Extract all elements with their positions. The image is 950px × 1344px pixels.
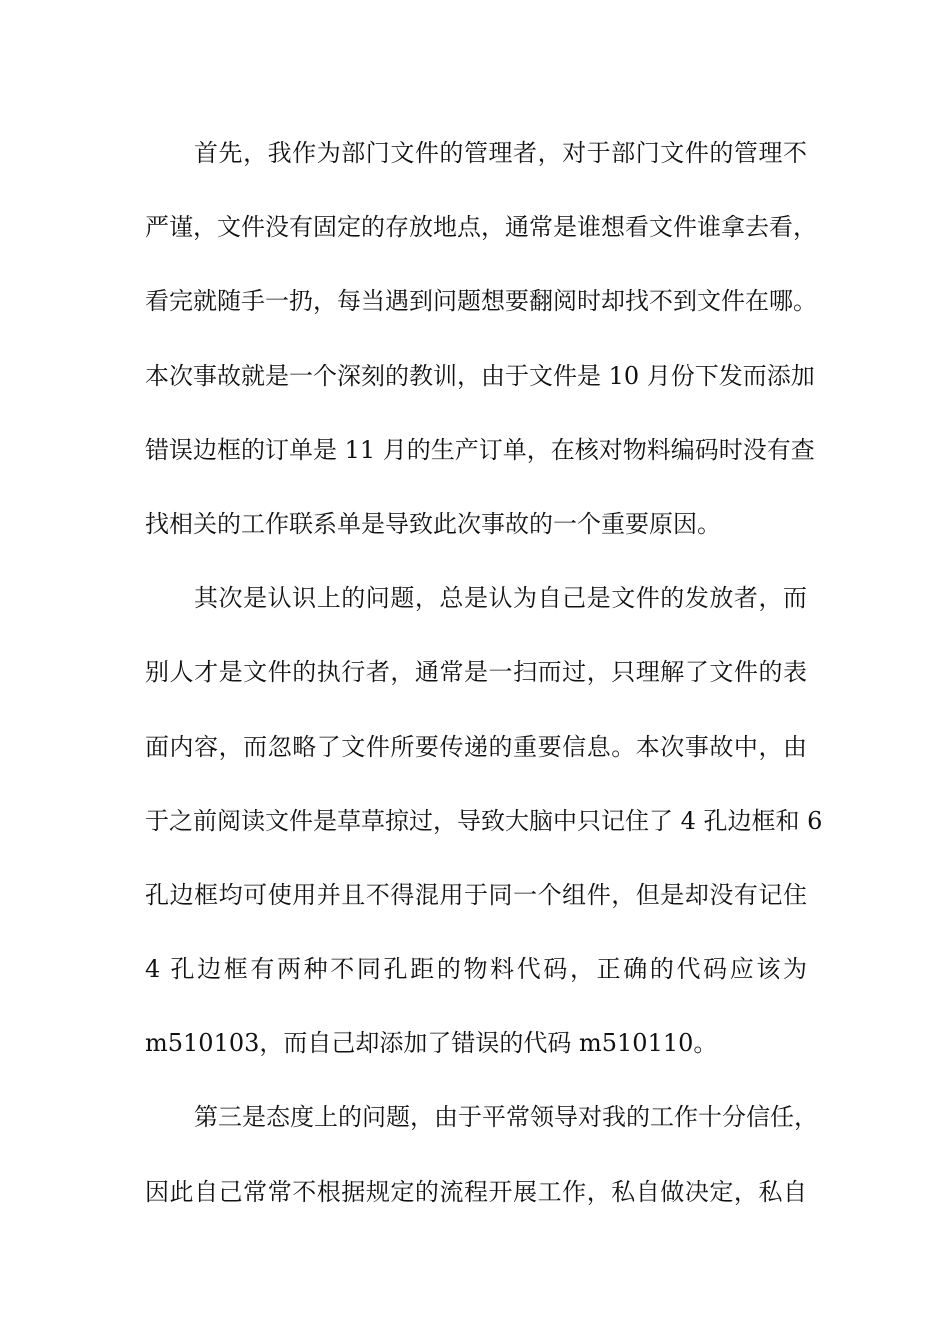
paragraph-3-line-1: 第三是态度上的问题，由于平常领导对我的工作十分信任，: [194, 1103, 818, 1132]
document-body: [145, 131, 823, 1244]
paragraph-1-line-1: 首先，我作为部门文件的管理者，对于部门文件的管理不: [194, 139, 807, 167]
paragraph-2-line-6: 4 孔边框有两种不同孔距的物料代码，正确的代码应该为: [145, 955, 807, 984]
paragraph-3-line-2: 因此自己常常不根据规定的流程开展工作，私自做决定，私自: [145, 1177, 807, 1206]
paragraph-1-line-2: 严谨，文件没有固定的存放地点，通常是谁想看文件谁拿去看，: [145, 213, 817, 242]
paragraph-2-line-3: 面内容，而忽略了文件所要传递的重要信息。本次事故中，由: [145, 732, 807, 761]
paragraph-2-line-4: 于之前阅读文件是草草掠过，导致大脑中只记住了 4 孔边框和 6: [145, 806, 823, 835]
paragraph-2-line-1: 其次是认识上的问题，总是认为自己是文件的发放者，而: [194, 584, 807, 613]
paragraph-2-line-5: 孔边框均可使用并且不得混用于同一个组件，但是却没有记住: [145, 880, 807, 909]
paragraph-2-line-7: m510103，而自己却添加了错误的代码 m510110。: [145, 1029, 718, 1058]
paragraph-1-line-4: 本次事故就是一个深刻的教训，由于文件是 10 月份下发而添加: [145, 361, 815, 390]
paragraph-1-line-3: 看完就随手一扔，每当遇到问题想要翻阅时却找不到文件在哪。: [145, 287, 817, 316]
paragraph-2-line-2: 别人才是文件的执行者，通常是一扫而过，只理解了文件的表: [145, 658, 807, 687]
paragraph-1-line-5: 错误边框的订单是 11 月的生产订单，在核对物料编码时没有查: [145, 435, 815, 464]
paragraph-1-line-6: 找相关的工作联系单是导致此次事故的一个重要原因。: [145, 509, 721, 538]
